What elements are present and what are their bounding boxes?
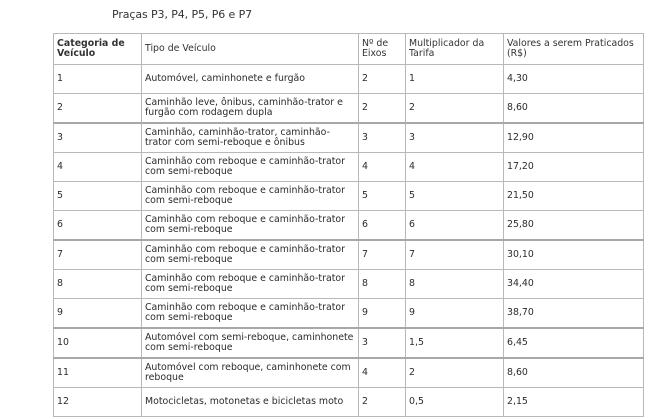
cell-multiplicador: 1,5 bbox=[406, 328, 504, 358]
cell-multiplicador: 2 bbox=[406, 358, 504, 388]
cell-multiplicador: 6 bbox=[406, 211, 504, 241]
header-tipo: Tipo de Veículo bbox=[142, 34, 359, 65]
cell-categoria: 7 bbox=[54, 240, 142, 270]
cell-multiplicador: 5 bbox=[406, 182, 504, 211]
header-eixos: Nº de Eixos bbox=[359, 34, 406, 65]
cell-eixos: 8 bbox=[359, 270, 406, 299]
cell-categoria: 3 bbox=[54, 123, 142, 153]
table-row bbox=[54, 153, 644, 182]
cell-eixos: 2 bbox=[359, 388, 406, 417]
cell-tipo: Caminhão com reboque e caminhão-trator com semi-reboque bbox=[142, 270, 359, 299]
cell-eixos: 4 bbox=[359, 358, 406, 388]
cell-multiplicador: 9 bbox=[406, 299, 504, 329]
cell-tipo: Caminhão, caminhão-trator, caminhão-trator com semi-reboque e ônibus bbox=[142, 123, 359, 153]
cell-multiplicador: 2 bbox=[406, 94, 504, 124]
table-row bbox=[54, 328, 644, 358]
cell-categoria: 12 bbox=[54, 388, 142, 417]
cell-categoria: 10 bbox=[54, 328, 142, 358]
cell-tipo: Caminhão com reboque e caminhão-trator com semi-reboque bbox=[142, 211, 359, 241]
cell-tipo: Caminhão com reboque e caminhão-trator com semi-reboque bbox=[142, 182, 359, 211]
cell-multiplicador: 7 bbox=[406, 240, 504, 270]
cell-categoria: 8 bbox=[54, 270, 142, 299]
cell-categoria: 11 bbox=[54, 358, 142, 388]
cell-valor: 4,30 bbox=[504, 65, 644, 94]
cell-tipo: Caminhão leve, ônibus, caminhão-trator e furgão com rodagem dupla bbox=[142, 94, 359, 124]
cell-multiplicador: 0,5 bbox=[406, 388, 504, 417]
cell-eixos: 4 bbox=[359, 153, 406, 182]
toll-tariff-table bbox=[53, 33, 644, 417]
cell-eixos: 6 bbox=[359, 211, 406, 241]
table-row bbox=[54, 299, 644, 329]
table-row bbox=[54, 388, 644, 417]
cell-valor: 8,60 bbox=[504, 358, 644, 388]
table-header-row bbox=[54, 34, 644, 65]
cell-tipo: Automóvel com reboque, caminhonete com reboque bbox=[142, 358, 359, 388]
cell-valor: 38,70 bbox=[504, 299, 644, 329]
cell-categoria: 4 bbox=[54, 153, 142, 182]
table-row bbox=[54, 182, 644, 211]
table-row bbox=[54, 270, 644, 299]
cell-multiplicador: 8 bbox=[406, 270, 504, 299]
cell-valor: 2,15 bbox=[504, 388, 644, 417]
cell-eixos: 7 bbox=[359, 240, 406, 270]
cell-categoria: 2 bbox=[54, 94, 142, 124]
cell-tipo: Caminhão com reboque e caminhão-trator com semi-reboque bbox=[142, 153, 359, 182]
cell-valor: 21,50 bbox=[504, 182, 644, 211]
cell-multiplicador: 4 bbox=[406, 153, 504, 182]
cell-valor: 17,20 bbox=[504, 153, 644, 182]
cell-tipo: Caminhão com reboque e caminhão-trator com semi-reboque bbox=[142, 240, 359, 270]
table-row bbox=[54, 240, 644, 270]
cell-tipo: Automóvel, caminhonete e furgão bbox=[142, 65, 359, 94]
cell-multiplicador: 3 bbox=[406, 123, 504, 153]
cell-valor: 12,90 bbox=[504, 123, 644, 153]
table-caption: Praças P3, P4, P5, P6 e P7 bbox=[112, 8, 253, 21]
cell-eixos: 5 bbox=[359, 182, 406, 211]
cell-categoria: 6 bbox=[54, 211, 142, 241]
cell-valor: 34,40 bbox=[504, 270, 644, 299]
header-valores: Valores a serem Praticados (R$) bbox=[504, 34, 644, 65]
table-row bbox=[54, 123, 644, 153]
cell-eixos: 3 bbox=[359, 123, 406, 153]
header-multiplicador: Multiplicador da Tarifa bbox=[406, 34, 504, 65]
cell-valor: 8,60 bbox=[504, 94, 644, 124]
cell-valor: 30,10 bbox=[504, 240, 644, 270]
table-row bbox=[54, 358, 644, 388]
cell-eixos: 2 bbox=[359, 65, 406, 94]
table-row bbox=[54, 211, 644, 241]
cell-categoria: 9 bbox=[54, 299, 142, 329]
table-row bbox=[54, 94, 644, 124]
cell-valor: 25,80 bbox=[504, 211, 644, 241]
cell-tipo: Automóvel com semi-reboque, caminhonete com semi-reboque bbox=[142, 328, 359, 358]
cell-eixos: 9 bbox=[359, 299, 406, 329]
cell-eixos: 2 bbox=[359, 94, 406, 124]
cell-eixos: 3 bbox=[359, 328, 406, 358]
table-row bbox=[54, 65, 644, 94]
header-categoria: Categoria de Veículo bbox=[54, 34, 142, 65]
cell-tipo: Motocicletas, motonetas e bicicletas moto bbox=[142, 388, 359, 417]
cell-tipo: Caminhão com reboque e caminhão-trator com semi-reboque bbox=[142, 299, 359, 329]
cell-categoria: 1 bbox=[54, 65, 142, 94]
cell-categoria: 5 bbox=[54, 182, 142, 211]
cell-multiplicador: 1 bbox=[406, 65, 504, 94]
cell-valor: 6,45 bbox=[504, 328, 644, 358]
